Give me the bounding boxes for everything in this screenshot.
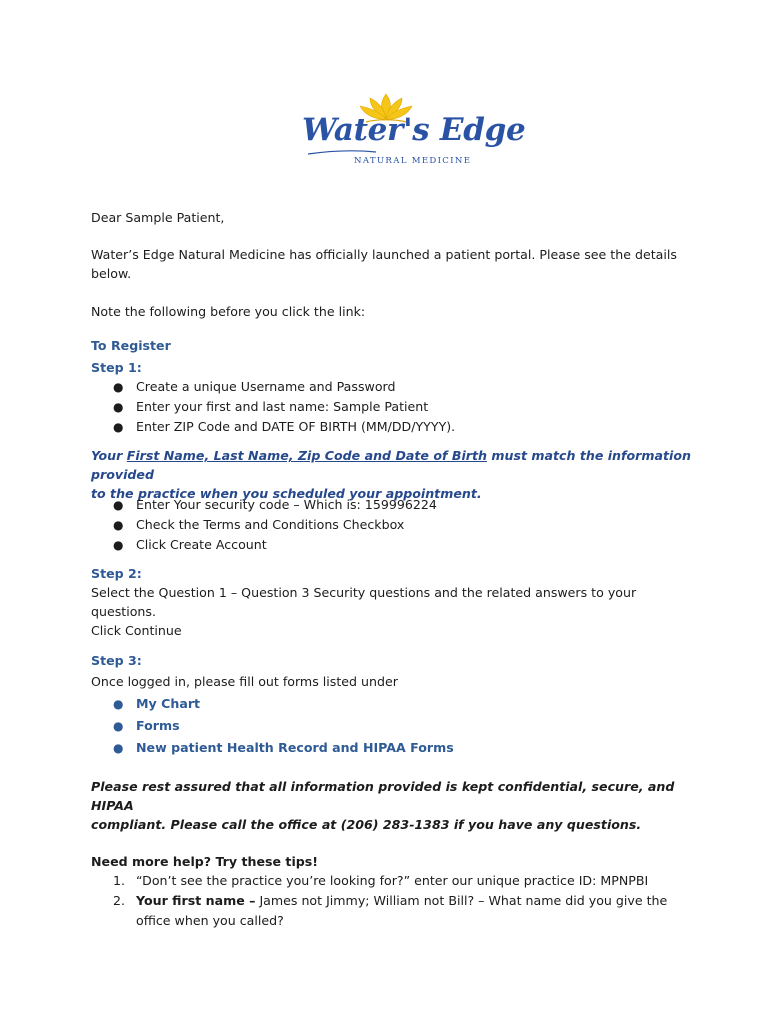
bullet-icon: ● xyxy=(113,741,124,755)
step1-list xyxy=(91,377,691,437)
list-item: ● Create a unique Username and Password xyxy=(91,377,691,397)
step3-heading: Step 3: xyxy=(91,653,142,668)
list-item-forms: ● Forms xyxy=(91,715,691,737)
tip-item: 2. Your first name – James not Jimmy; William not Bill? – What name did you give the office when you called? xyxy=(113,893,668,928)
bullet-icon: ● xyxy=(113,400,124,414)
bullet-icon: ● xyxy=(113,518,124,532)
list-item-my-chart: ● My Chart xyxy=(91,693,691,715)
step3-text: Once logged in, please fill out forms listed under xyxy=(91,674,398,689)
assurance-notice: Please rest assured that all information provided is kept confidential, secure, and HIPAA compliant. Please call the office at (206) 283-1383 if you have any questions. xyxy=(91,779,675,832)
list-item: ● Check the Terms and Conditions Checkbox xyxy=(91,515,691,535)
list-item: ● Enter ZIP Code and DATE OF BIRTH (MM/DD/YYYY). xyxy=(91,417,691,437)
bullet-icon: ● xyxy=(113,498,124,512)
tips-list xyxy=(91,871,691,931)
list-item: ● Enter your first and last name: Sample Patient xyxy=(91,397,691,417)
tip-item: 1. “Don’t see the practice you’re looking for?” enter our unique practice ID: MPNPBI xyxy=(113,873,649,888)
greeting: Dear Sample Patient, xyxy=(91,210,225,225)
step2-text: Select the Question 1 – Question 3 Security questions and the related answers to your questions. Click Continue xyxy=(91,585,637,638)
logo-tagline: NATURAL MEDICINE xyxy=(354,156,472,166)
help-heading: Need more help? Try these tips! xyxy=(91,854,319,869)
list-item: ● Enter Your security code – Which is: 159996224 xyxy=(91,495,691,515)
match-notice: Your First Name, Last Name, Zip Code and Date of Birth must match the information provided to the practice when you scheduled your appointment. xyxy=(91,448,691,501)
list-item: ● Click Create Account xyxy=(91,535,691,555)
bullet-icon: ● xyxy=(113,538,124,552)
intro-line: Water’s Edge Natural Medicine has officially launched a patient portal. Please see the details xyxy=(91,247,677,262)
step1-heading: Step 1: xyxy=(91,360,142,375)
step2-heading: Step 2: xyxy=(91,566,142,581)
intro-paragraph xyxy=(91,245,691,283)
intro-line: below. xyxy=(91,266,132,281)
practice-logo xyxy=(296,92,526,174)
list-item-health-record: ● New patient Health Record and HIPAA Forms xyxy=(91,737,691,759)
required-fields-text: First Name, Last Name, Zip Code and Date of Birth xyxy=(126,448,487,463)
bullet-icon: ● xyxy=(113,380,124,394)
register-heading: To Register xyxy=(91,338,171,353)
note-text: Note the following before you click the link: xyxy=(91,304,366,319)
security-list xyxy=(91,495,691,555)
bullet-icon: ● xyxy=(113,697,124,711)
logo-wordmark: Water's Edge xyxy=(302,112,526,148)
bullet-icon: ● xyxy=(113,719,124,733)
step3-list xyxy=(91,693,691,759)
bullet-icon: ● xyxy=(113,420,124,434)
